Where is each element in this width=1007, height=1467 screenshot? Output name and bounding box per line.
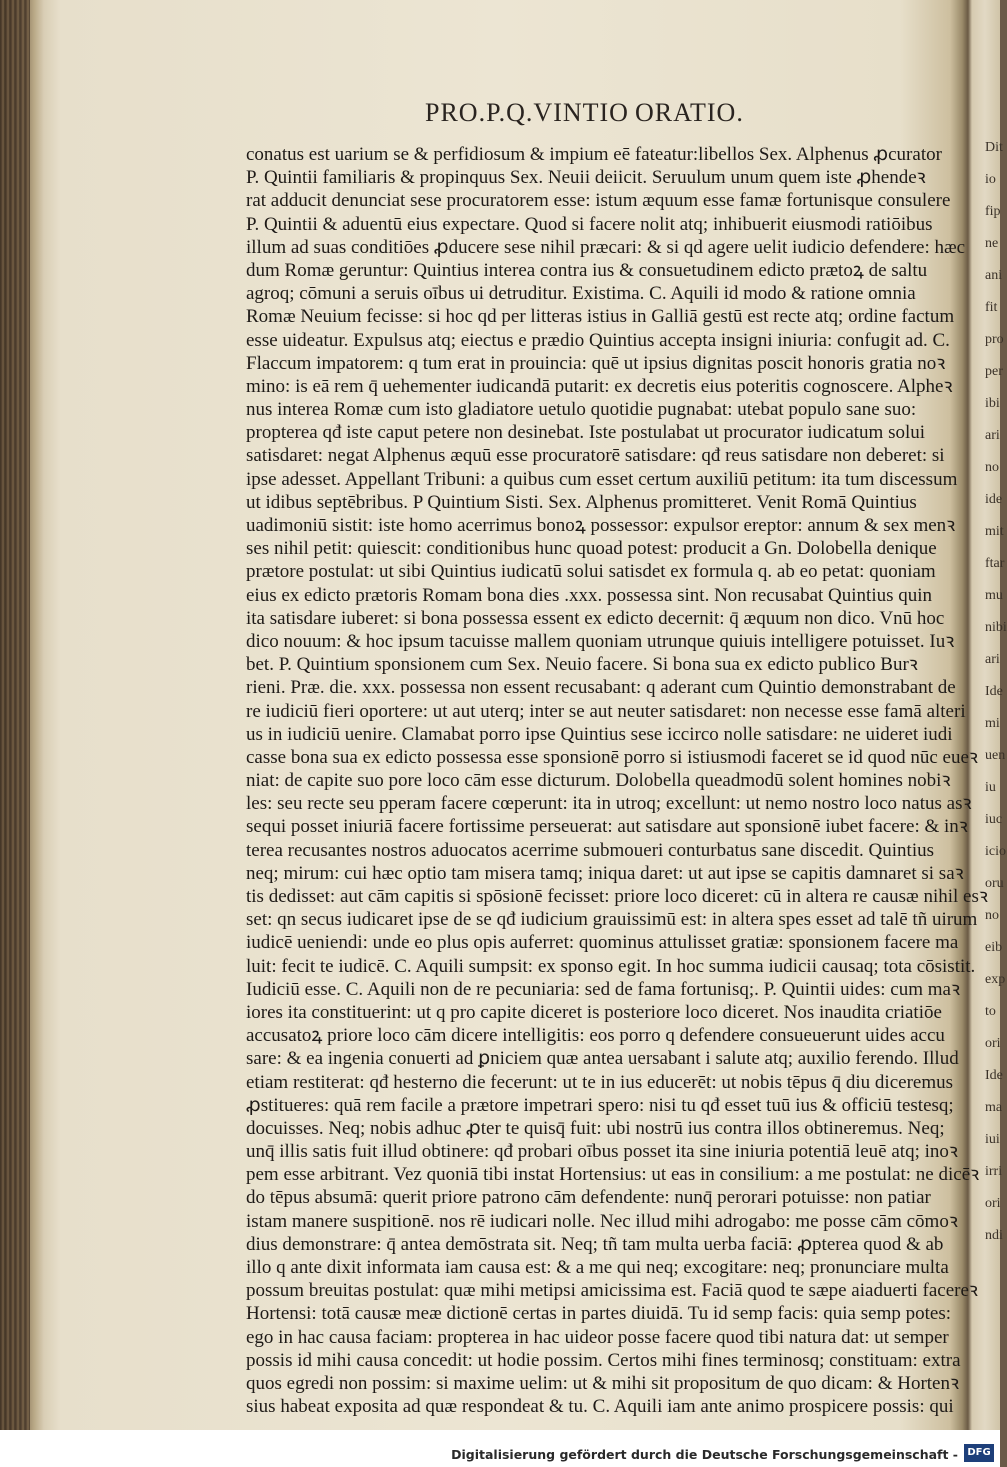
text-line: possum breuitas postulat: quæ mihi metipsi amicissima est. Faciā quod te sæpe aiaduerti facereꝛ (246, 1280, 978, 1302)
facing-page-fragment: ne (985, 236, 999, 251)
text-line: illum ad suas conditiōes ꝓducere sese nihil præcari: & si qd agere uelit iudicio defendere: hæc (246, 236, 966, 258)
text-line: ses nihil petit: quiescit: conditionibus hunc quoad potest: producit a Gn. Dolobella denique (246, 538, 937, 560)
text-line: agroq; cōmuni a seruis oībus ui detruditur. Existima. C. Aquili id modo & ratione omnia (246, 283, 916, 305)
text-line: prætore postulat: ut sibi Quintius iudicatū solui satisdet ex formula q. ab eo petat: quoniam (246, 561, 936, 583)
facing-page-fragment: ari (985, 428, 1000, 443)
facing-page-fragment: Ide (985, 684, 1003, 699)
text-line: ego in hac causa faciam: propterea in hac uideor posse facere quod tibi natura dat: ut semper (246, 1326, 949, 1348)
text-line: dum Romæ geruntur: Quintius interea contra ius & consuetudinem edicto prætoꝝ de saltu (246, 259, 928, 281)
text-line: tis dedisset: aut cām capitis si spōsionē fecisset: priore loco diceret: cū in altera re causæ nihil esꝛ (246, 886, 988, 907)
text-line: set: qn secus iudicaret ipse de se qđ iudicium grauissimū est: in altera spes esset ad talē tñ uirum (246, 909, 978, 931)
text-line: sequi posset iniuriā facere fortissime perseuerat: aut satisdare aut sponsionē iubet facere: & inꝛ (246, 816, 968, 838)
text-line: re iudiciū fieri oportere: ut aut uterq; inter se aut neuter satisdaret: non necesse esse famā alteri (246, 700, 966, 722)
text-line: les: seu recte seu pperam facere cœperunt: ita in utroq; excellunt: ut nemo nostro loco natus asꝛ (246, 793, 972, 815)
text-line: istam manere suspitionē. nos rē iudicari nolle. Nec illud mihi adrogabo: me posse cām cōmoꝛ (246, 1210, 958, 1232)
text-line: neq; mirum: cui hæc optio tam misera tamq; iniqua daret: ut aut ipse se capitis damnaret si saꝛ (246, 862, 964, 884)
text-line: unq̄ illis satis fuit illud obtinere: qđ probari oībus posset ita sine iniuria potentiā leuē atq; inoꝛ (246, 1141, 958, 1163)
text-line: niat: de capite suo pore loco cām esse dicturum. Dolobella queadmodū solent homines nobiꝛ (246, 770, 951, 792)
text-line: bet. P. Quintium sponsionem cum Sex. Neuio facere. Si bona sua ex edicto publico Burꝛ (246, 654, 918, 676)
text-line: pem esse arbitrant. Vez quoniā tibi instat Hortensius: ut eas in consilium: a me postulat: ne dicēꝛ (246, 1164, 980, 1186)
facing-page-fragment: eib (985, 940, 1003, 955)
facing-page-fragment: ide (985, 492, 1003, 507)
facing-page-fragment: uen (985, 748, 1006, 763)
facing-page-fragment: ftar (985, 556, 1005, 571)
text-line: P. Quintii familiaris & propinquus Sex. Neuii deiicit. Seruulum unum quem iste ꝓhendeꝛ (246, 167, 926, 189)
text-line: uadimoniū sistit: iste homo acerrimus bonoꝝ possessor: expulsor ereptor: annum & sex menꝛ (246, 515, 956, 536)
facing-page-fragment: iuc (985, 812, 1003, 827)
facing-page-fragment: pro (985, 332, 1004, 347)
text-line: possis id mihi causa concedit: ut hodie possim. Certos mihi fines terminosq; constituam: extra (246, 1349, 961, 1371)
text-line: iores ita constituerint: ut q pro capite diceret is posteriore loco diceret. Nos inaudita criatiōe (246, 1001, 942, 1023)
text-line: Iudiciū esse. C. Aquili non de re pecuniaria: sed de fama fortunisq;. P. Quintii uides: cum maꝛ (246, 978, 960, 1000)
text-line: propterea qđ iste caput petere non desinebat. Iste postulabat ut procurator iudicatum solui (246, 422, 926, 444)
facing-page-fragment: oru (985, 876, 1004, 891)
text-line: mino: is eā rem q̄ uehementer iudicandā putarit: ex decretis eius poteritis cognoscere. Alpheꝛ (246, 375, 953, 397)
text-line: rieni. Præ. die. xxx. possessa non essent recusabant: q aderant cum Quintio demonstrabant de (246, 677, 956, 699)
text-line: satisdaret: negat Alphenus æquū esse procuratorē satisdare: qđ reus satisdare non deberet: si (246, 445, 945, 467)
facing-page-fragment: to (985, 1004, 996, 1019)
dfg-logo: DFG (964, 1444, 994, 1462)
text-line: ipse adesset. Appellant Tribuni: a quibus cum esset certum auxiliū petitum: ita tum discessum (246, 468, 958, 490)
text-block (246, 143, 988, 1418)
text-line: nus interea Romæ cum isto gladiatore uetulo quotidie pugnabat: utebat populo sane suo: (246, 399, 917, 421)
text-line: Romæ Neuium fecisse: si hoc qd per litteras istius in Galliā gestū est recte atq; ordine factum (246, 306, 955, 328)
text-line: etiam restiterat: qđ hesterno die fecerunt: ut te in ius educerēt: ut nobis tēpus q̄ diu diceremus (246, 1071, 954, 1093)
text-line: illo q ante dixit informata iam causa est: & a me qui neq; excogitare: neq; pronunciare multa (246, 1257, 949, 1278)
facing-page-fragment: icio (985, 844, 1006, 859)
facing-page-fragment: exp (985, 972, 1006, 987)
text-line: iudicē ueniendi: unde eo plus opis auferret: quominus attulisset gratiæ: sponsionem facere ma (246, 932, 959, 954)
text-line: ꝓstitueres: quā rem facile a prætore impetrari spero: nisi tu qđ esset tuū ius & officiū testesq; (246, 1094, 954, 1116)
facing-page-fragment: ori (985, 1036, 1001, 1051)
facing-page-fragment: irri (985, 1164, 1003, 1179)
facing-page-fragment: fit (985, 300, 998, 315)
text-line: conatus est uarium se & perfidiosum & impium eē fateatur:libellos Sex. Alphenus ꝓcurator (246, 144, 942, 165)
facing-page-fragment: ari (985, 652, 1000, 667)
facing-page-fragment: no (985, 908, 999, 923)
text-line: docuisses. Neq; nobis adhuc ꝓter te quisq̄ fuit: ubi nostrū ius contra illos obtineremus. Neq; (246, 1117, 945, 1139)
text-line: luit: fecit te iudicē. C. Aquili sumpsit: ex sponso egit. In hoc summa iudicii causaq; tota cōsistit. (246, 955, 976, 977)
text-line: do tēpus absumā: querit priore patrono cām defendente: nunq̄ perorari potuisse: non patiar (246, 1187, 931, 1209)
facing-page-fragment: mit (985, 524, 1004, 539)
text-line: quos egredi non possim: si maxime uelim: ut & mihi sit propositum de quo dicam: & Hortenꝛ (246, 1372, 959, 1394)
running-header (425, 98, 785, 134)
text-line: dius demonstrare: q̄ antea demōstrata sit. Neq; tñ tam multa uerba faciā: ꝓpterea quod & ab (246, 1233, 944, 1255)
facing-page-fragment: iui (985, 1132, 1000, 1147)
text-line: eius ex edicto prætoris Romam bona dies .xxx. possessa sint. Non recusabat Quintius quin (246, 584, 933, 606)
text-line: esse uideatur. Expulsus atq; eiectus e prædio Quintius accepta insigni iniuria: confugit ad. C. (246, 329, 950, 351)
text-line: dico nouum: & hoc ipsum tacuisse mallem quoniam utrunque quiuis intelligere potuisset. Iuꝛ (246, 630, 955, 652)
facing-page-fragment: ndi (985, 1228, 1003, 1243)
book-edge (0, 0, 30, 1430)
text-line: Hortensi: totā causæ meæ dictionē certas in partes diuidā. Tu id semp facis: quia semp potes: (246, 1303, 951, 1325)
text-line: rat adducit denunciat sese procuratorem esse: istum æquum esse famæ fortunisque consulere (246, 190, 951, 212)
text-line: P. Quintii & aduentū eius expectare. Quod si facere nolit atq; inhibuerit eiusmodi ratiōibus (246, 213, 933, 235)
facing-page-fragment: mu (985, 588, 1003, 603)
funding-credit: Digitalisierung gefördert durch die Deutsche Forschungsgemeinschaft - (451, 1447, 958, 1462)
text-line: Flaccum impatorem: q tum erat in prouincia: quē ut ipsius dignitas poscit honoris gratia noꝛ (246, 352, 946, 374)
text-line: sare: & ea ingenia conuerti ad ꝑniciem quæ antea uersabant i salute atq; auxilio ferendo. Illud (246, 1048, 959, 1070)
facing-page-fragment: io (985, 172, 996, 187)
facing-page-fragment: ma (985, 1100, 1003, 1115)
text-line: sius habeat exposita ad quæ respondeat & tu. C. Aquili iam ante animo prospicere possis: qui (246, 1396, 954, 1418)
facing-page-fragment: fip (985, 204, 1001, 219)
facing-page-fragment: nibi (985, 620, 1007, 635)
running-header-title: PRO.P.Q.VINTIO (425, 98, 629, 127)
facing-page-fragment: mi (985, 716, 1000, 731)
facing-page-fragment: ibi (985, 396, 1000, 411)
facing-page-edge (985, 140, 1007, 1243)
facing-page-fragment: per (985, 364, 1003, 379)
running-header-oratio: ORATIO. (635, 98, 744, 127)
text-line: us in iudiciū uenire. Clamabat porro ipse Quintius sese iccirco nolle satisdare: ne uideret iudi (246, 723, 953, 745)
facing-page-fragment: no (985, 460, 999, 475)
facing-page-fragment: Ide (985, 1068, 1003, 1083)
text-line: ita satisdare iuberet: si bona possessa essent ex edicto decernit: q̄ æquum non dico. Vnū hoc (246, 607, 945, 629)
text-line: accusatoꝝ priore loco cām dicere intelligitis: eos porro q defendere consueuerunt uides accu (246, 1025, 945, 1047)
facing-page-fragment: ani (985, 268, 1003, 283)
facing-page-fragment: ori (985, 1196, 1001, 1211)
facing-page-fragment: Dit (985, 140, 1003, 155)
facing-page-fragment: iu (985, 780, 996, 795)
text-line: casse bona sua ex edicto possessa esse sponsionē porro si istiusmodi faceret se id quod nūc eueꝛ (246, 746, 978, 768)
text-line: ut idibus septēbribus. P Quintium Sisti. Sex. Alphenus promitteret. Venit Romā Quintius (246, 491, 917, 513)
text-line: terea recusantes nostros aduocatos acerrime submoueri conturbatus sane discedit. Quintius (246, 839, 935, 861)
